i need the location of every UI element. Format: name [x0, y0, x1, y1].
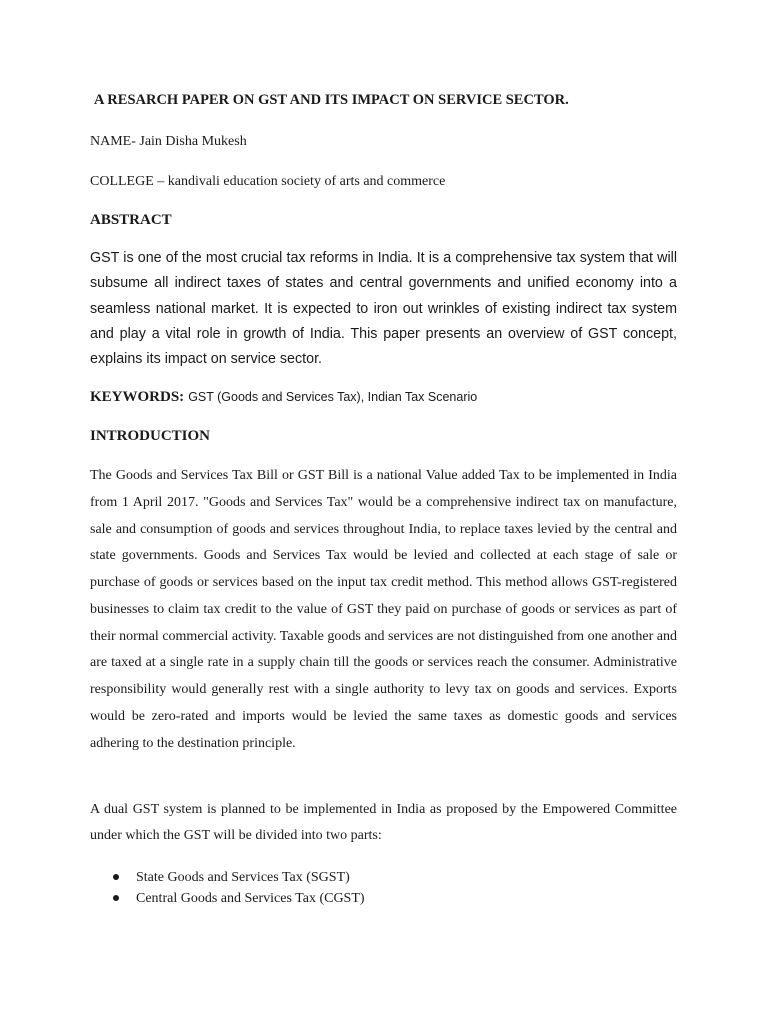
keywords-line	[90, 388, 477, 406]
introduction-heading: INTRODUCTION	[90, 428, 211, 444]
gst-parts-list	[90, 867, 365, 909]
keywords-text: GST (Goods and Services Tax), Indian Tax Scenario	[188, 390, 478, 404]
introduction-paragraph-2: A dual GST system is planned to be implemented in India as proposed by the Empowered Committee under which the GST will be divided into two parts:	[90, 802, 677, 843]
list-item-text: State Goods and Services Tax (SGST)	[136, 870, 350, 885]
list-item	[90, 867, 365, 888]
paper-title: A RESARCH PAPER ON GST AND ITS IMPACT ON SERVICE SECTOR.	[94, 92, 569, 108]
document-page	[90, 0, 677, 1024]
list-item-text: Central Goods and Services Tax (CGST)	[136, 891, 365, 906]
keywords-label: KEYWORDS:	[90, 389, 185, 405]
bullet-icon	[113, 895, 119, 901]
author-line: NAME- Jain Disha Mukesh	[90, 134, 247, 149]
abstract-text: GST is one of the most crucial tax reforms in India. It is a comprehensive tax system that will subsume all indirect taxes of states and central governments and unified economy into a seamless national market. It is expected to iron out wrinkles of existing indirect tax system and play a vital role in growth of India. This paper presents an overview of GST concept, explains its impact on service sector.	[90, 250, 677, 368]
bullet-icon	[113, 874, 119, 880]
college-line: COLLEGE – kandivali education society of arts and commerce	[90, 174, 446, 189]
list-item	[90, 888, 365, 909]
abstract-heading: ABSTRACT	[90, 212, 172, 228]
introduction-paragraph-1: The Goods and Services Tax Bill or GST Bill is a national Value added Tax to be implemented in India from 1 April 2017. "Goods and Services Tax" would be a comprehensive indirect tax on manufacture, sale and consumption of goods and services throughout India, to replace taxes levied by the central and state governments. Goods and Services Tax would be levied and collected at each stage of sale or purchase of goods or services based on the input tax credit method. This method allows GST-registered businesses to claim tax credit to the value of GST they paid on purchase of goods or services as part of their normal commercial activity. Taxable goods and services are not distinguished from one another and are taxed at a single rate in a supply chain till the goods or services reach the consumer. Administrative responsibility would generally rest with a single authority to levy tax on goods and services. Exports would be zero-rated and imports would be levied the same taxes as domestic goods and services adhering to the destination principle.	[90, 468, 677, 751]
